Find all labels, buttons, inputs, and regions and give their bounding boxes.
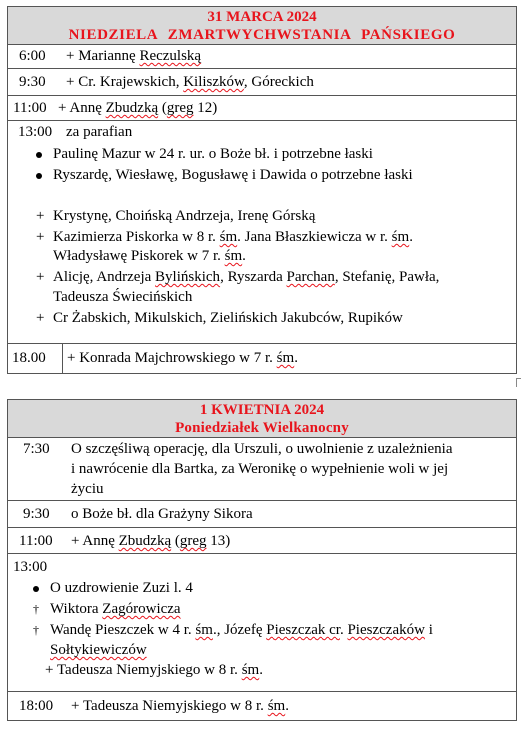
plus-icon: + xyxy=(36,208,45,224)
list-item xyxy=(45,660,263,680)
dagger-icon: † xyxy=(33,602,39,616)
day-header xyxy=(8,400,516,438)
mass-row-1100 xyxy=(8,96,516,121)
day-date: 31 MARCA 2024 xyxy=(207,9,317,25)
mass-intention: + Cr. Krajewskich, Kiliszków, Góreckich xyxy=(66,74,314,90)
mass-time: 9:30 xyxy=(19,74,46,90)
mass-time: 18:00 xyxy=(19,698,54,714)
bullet-icon xyxy=(36,165,42,185)
bullet-icon xyxy=(36,144,42,164)
day-header xyxy=(8,7,516,45)
plus-icon: + xyxy=(36,310,45,326)
mass-intention-line: życiu xyxy=(71,481,104,497)
mass-intention: o Boże bł. dla Grażyny Sikora xyxy=(71,506,253,522)
mass-intention: + Konrada Majchrowskiego w 7 r. śm. xyxy=(67,350,298,366)
mass-time: 11:00 xyxy=(19,533,53,549)
mass-time: 11:00 xyxy=(13,100,47,116)
mass-time: 7:30 xyxy=(23,441,50,457)
mass-intention: + Annę Zbudzką (greg 13) xyxy=(71,533,231,549)
mass-row-1100 xyxy=(8,528,516,554)
plus-icon: + xyxy=(36,269,45,285)
mass-time: 6:00 xyxy=(19,48,46,64)
mass-intention: + Mariannę Reczulską xyxy=(66,48,202,64)
mass-time: 18.00 xyxy=(12,350,46,366)
schedule-table-easter-sunday xyxy=(7,6,517,374)
mass-row-1800 xyxy=(8,344,516,373)
mass-head xyxy=(18,122,133,142)
day-name: NIEDZIELA ZMARTWYCHWSTANIA PAŃSKIEGO xyxy=(68,27,456,43)
mass-intention-line: i nawrócenie dla Bartka, za Weronikę o wypełnienie woli w jej xyxy=(71,461,449,477)
mass-row-600 xyxy=(8,45,516,69)
mass-intention: + Tadeusza Niemyjskiego w 8 r. śm. xyxy=(45,662,263,678)
mass-intention-line: O szczęśliwą operację, dla Urszuli, o uwolnienie z uzależnienia xyxy=(71,441,453,457)
mass-head xyxy=(13,557,47,577)
mass-time: 13:00 xyxy=(13,559,48,575)
mass-row-1300: 13:00 O uzdrowienie Zuzi l. 4 † Wiktora Zagórowicza † Wandę Pieszczek w 4 r. śm., Józefę Pieszczak cr. Pieszczaków i Sołtykiewiczów + Tadeusza Niemyjskiego w 8 r. śm. xyxy=(8,554,516,692)
paragraph-marker xyxy=(516,378,521,387)
mass-intention: za parafian xyxy=(66,124,133,140)
day-name: Poniedziałek Wielkanocny xyxy=(175,420,349,436)
mass-intention: + Annę Zbudzką (greg 12) xyxy=(58,100,218,116)
mass-row-1300: 13:00 za parafian Paulinę Mazur w 24 r. ur. o Boże bł. i potrzebne łaski Ryszardę, Wiesławę, Bogusławę i Dawida o potrzebne łaski + Krystynę, Choińską Andrzeja, Irenę Górską + Kazimierza Piskorka w 8 r. śm. Jana Błaszkiewicza w r. śm. Władysławę Piskorek w 7 r. śm. + Alicję, Andrzeja Bylińskich, Ryszarda Parchan, Stefanię, Pawła, Tadeusza Świecińskich + Cr Żabskich, Mikulskich, Zielińskich Jakubców, Rupików xyxy=(8,121,516,344)
mass-row-930 xyxy=(8,501,516,528)
mass-row-730 xyxy=(8,438,516,501)
mass-row-930 xyxy=(8,69,516,96)
plus-icon: + xyxy=(36,229,45,245)
bullet-icon xyxy=(33,578,39,598)
day-date: 1 KWIETNIA 2024 xyxy=(199,402,325,418)
mass-time: 13:00 xyxy=(18,124,53,140)
mass-row-1800 xyxy=(8,692,516,720)
mass-time: 9:30 xyxy=(23,506,50,522)
column-divider xyxy=(62,344,63,373)
dagger-icon: † xyxy=(33,623,39,637)
schedule-table-easter-monday xyxy=(7,399,517,721)
mass-intention: + Tadeusza Niemyjskiego w 8 r. śm. xyxy=(71,698,289,714)
